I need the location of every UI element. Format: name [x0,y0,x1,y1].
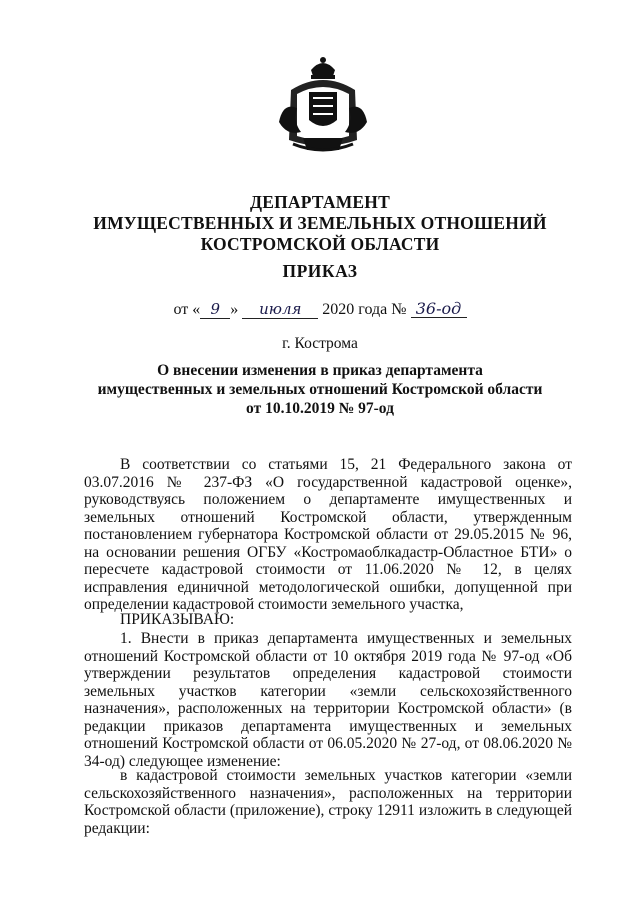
department-line-1: ДЕПАРТАМЕНТ [250,192,390,212]
document-subject [0,361,640,418]
date-mid: » [230,301,239,318]
subject-line-2: имущественных и земельных отношений Костромской области [97,381,543,398]
department-line-3: КОСТРОМСКОЙ ОБЛАСТИ [200,234,440,254]
order-word: ПРИКАЗЫВАЮ: [120,611,235,628]
subject-line-1: О внесении изменения в приказ департамента [157,362,483,379]
paragraph-text: в кадастровой стоимости земельных участков категории «земли сельскохозяйственного назначения», расположенных на территории Костромской области (приложение), строку 12911 изложить в следующей редакции: [84,767,572,837]
document-type: ПРИКАЗ [282,261,358,281]
date-year: 2020 года № [322,301,407,318]
coat-of-arms-icon [273,52,373,157]
city: г. Кострома [282,335,358,352]
department-name [0,192,640,255]
handwritten-month: июля [242,301,318,319]
department-line-2: ИМУЩЕСТВЕННЫХ И ЗЕМЕЛЬНЫХ ОТНОШЕНИЙ [93,213,547,233]
handwritten-day: 9 [200,301,230,319]
paragraph-text: 1. Внести в приказ департамента имущественных и земельных отношений Костромской области от 10 октября 2019 года № 97-од «Об утверждении результатов определения кадастровой стоимости земельных участков категории «земли сельскохозяйственного назначения», расположенных на территории Костромской области» (в редакции приказов департамента имущественных и земельных отношений Костромской области от 06.05.2020 № 27-од, от 08.06.2020 № 34-од) следующее изменение: [84,630,572,770]
body-paragraph-2 [84,611,572,629]
handwritten-number: 36-од [411,300,467,318]
subject-line-3: от 10.10.2019 № 97-од [246,400,394,417]
body-paragraph-4 [84,767,572,837]
date-prefix: от « [173,301,201,318]
paragraph-text: В соответствии со статьями 15, 21 Федерального закона от 03.07.2016 № 237-ФЗ «О государственной кадастровой оценке», руководствуясь положением о департаменте имущественных и земельных отношений Костромской области, утвержденным постановлением губернатора Костромской области от 29.05.2015 № 96, на основании решения ОГБУ «Костромаоблкадастр-Областное БТИ» о пересчете кадастровой стоимости от 11.06.2020 № 12, в целях исправления единичной методологической ошибки, допущенной при определении кадастровой стоимости земельного участка, [84,456,572,613]
body-paragraph-3 [84,630,572,770]
date-line [0,300,640,319]
body-paragraph-1 [84,456,572,614]
